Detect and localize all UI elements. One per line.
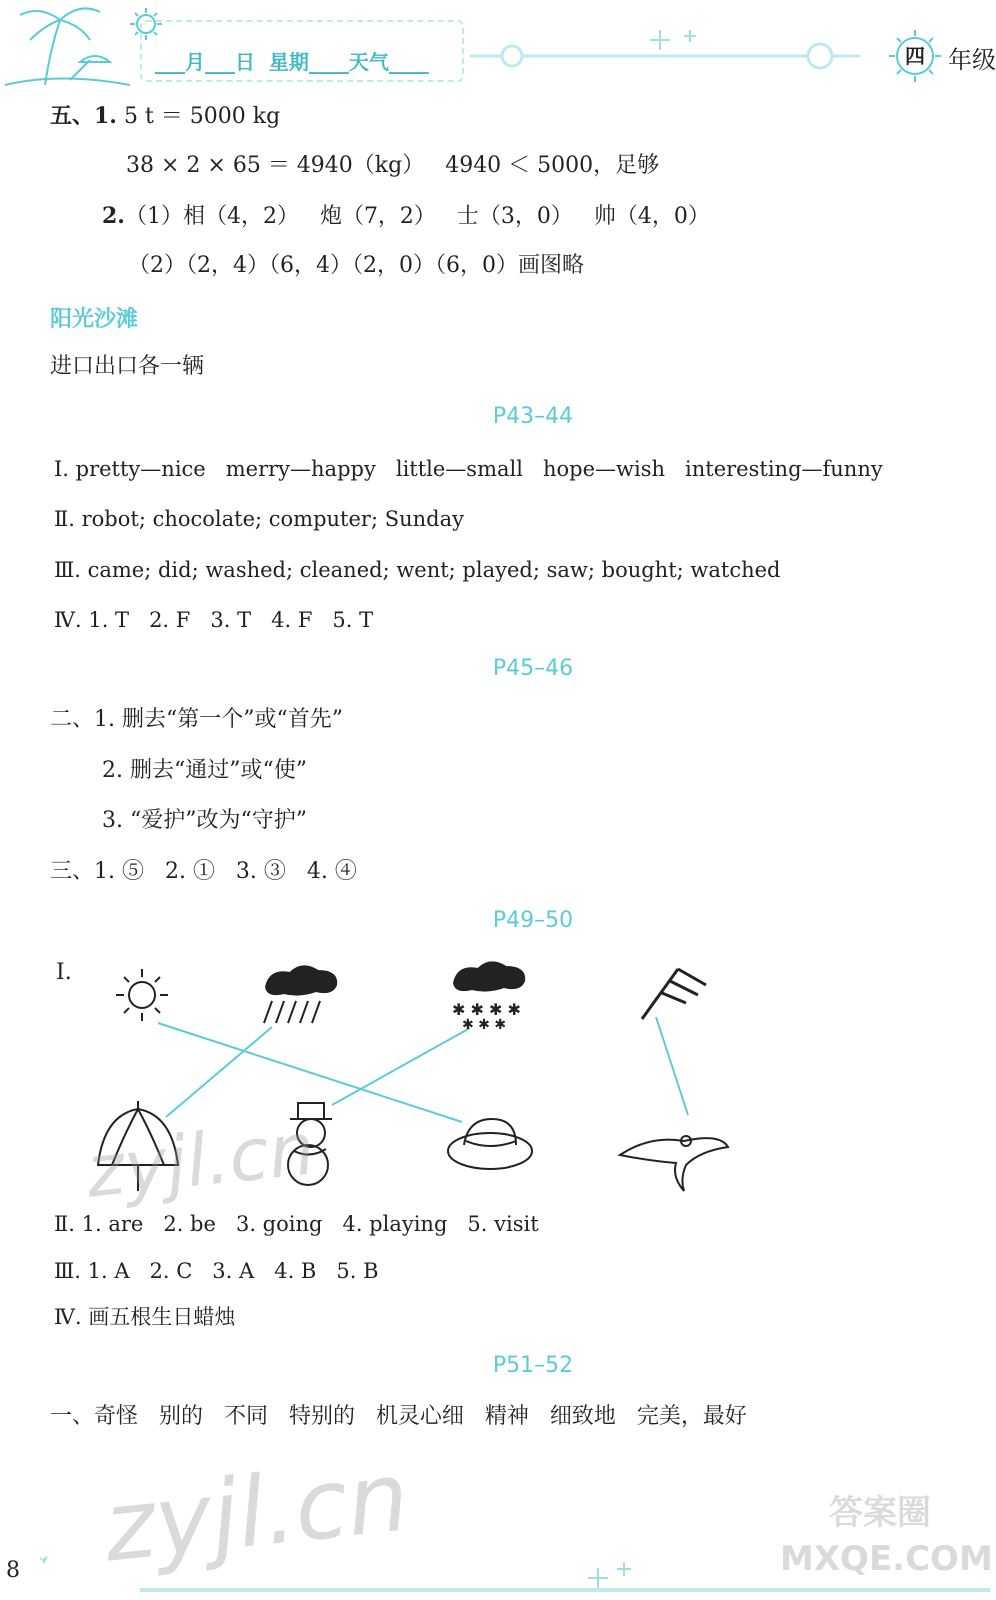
answer-line (102, 201, 710, 232)
answer-line: 二、1. 删去“第一个”或“首先” (50, 707, 343, 732)
answer-line: Ⅲ. came; did; washed; cleaned; went; played; saw; bought; watched (54, 558, 781, 582)
svg-text:✱ ✱ ✱: ✱ ✱ ✱ (462, 1017, 507, 1033)
answer-line: 三、1. ⑤ 2. ① 3. ③ 4. ④ (50, 859, 357, 884)
match-line (166, 1027, 272, 1117)
match-line (332, 1028, 470, 1105)
answer-line (50, 101, 280, 132)
watermark: zyjl.cn (82, 1106, 319, 1214)
answer-line: Ⅱ. robot; chocolate; computer; Sunday (54, 507, 464, 531)
answer-line: Ⅳ. 画五根生日蜡烛 (54, 1305, 236, 1329)
question-label: 2. (102, 203, 125, 229)
answer-line: 2. 删去“通过”或“使” (102, 758, 307, 783)
page-range-heading: P43–44 (492, 404, 574, 429)
section-title-sunny-beach: 阳光沙滩 (50, 307, 139, 332)
page-range-heading: P51–52 (492, 1353, 574, 1378)
page-number: 8 (6, 1558, 20, 1583)
answer-line: Ⅳ. 1. T 2. F 3. T 4. F 5. T (54, 608, 374, 632)
answer-text: （1）相（4，2） 炮（7，2） 士（3，0） 帅（4，0） (124, 204, 710, 229)
answer-line: 一、奇怪 别的 不同 特别的 机灵心细 精神 细致地 完美，最好 (50, 1404, 747, 1429)
svg-text:✱ ✱ ✱ ✱: ✱ ✱ ✱ ✱ (452, 1000, 521, 1019)
swallow-icon (620, 1136, 728, 1191)
answer-line: （2）（2，4）（6，4）（2，0）（6，0）画图略 (128, 253, 584, 278)
watermark: zyjl.cn (98, 1440, 414, 1584)
answer-line: Ⅲ. 1. A 2. C 3. A 4. B 5. B (54, 1259, 379, 1283)
answer-line: 38 × 2 × 65 ＝ 4940（kg） 4940 ＜ 5000，足够 (126, 153, 660, 178)
rain-cloud-icon (264, 966, 336, 1023)
answer-line: 3. “爱护”改为“守护” (102, 808, 307, 833)
grade-label: 年级 (948, 46, 996, 74)
matching-label: Ⅰ. (56, 960, 72, 985)
palm-tree-icon (5, 8, 130, 85)
watermark: 答案圈 MXQE.COM (780, 1493, 993, 1579)
page-range-heading: P49–50 (492, 908, 574, 933)
flag-icon (642, 969, 706, 1019)
question-label: 五、1. (50, 103, 117, 129)
answer-text: 5 t ＝ 5000 kg (116, 104, 281, 129)
answer-line: Ⅱ. 1. are 2. be 3. going 4. playing 5. visit (54, 1212, 539, 1236)
snow-cloud-icon (452, 962, 524, 1033)
answer-line: 进口出口各一辆 (50, 354, 205, 379)
match-line (656, 1017, 688, 1115)
sun-hat-icon (448, 1119, 532, 1169)
grade-number: 四 (905, 44, 925, 68)
page-range-heading: P45–46 (492, 656, 574, 681)
sun-icon (116, 969, 168, 1021)
answer-line: Ⅰ. pretty—nice merry—happy little—small hope—wish interesting—funny (54, 457, 883, 481)
footer-decoration (0, 1520, 996, 1600)
date-weather-line: ___月___日 星期____天气____ (155, 50, 429, 74)
